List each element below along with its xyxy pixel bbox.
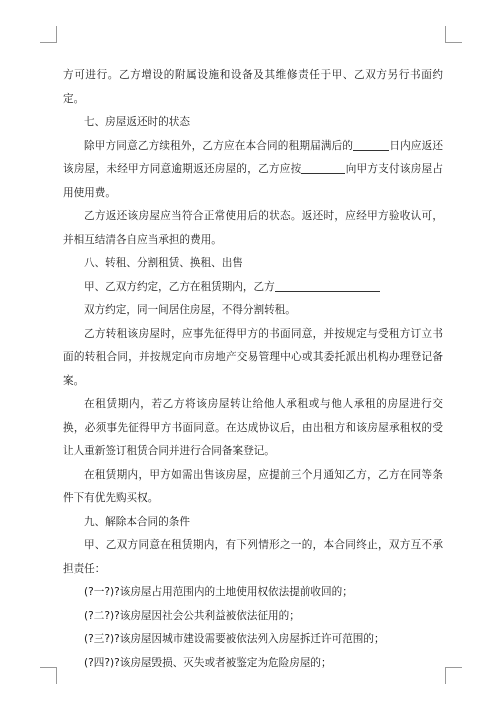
paragraph-transfer-exchange: 在租赁期内，若乙方将该房屋转让给他人承租或与他人承租的房屋进行交换，必须事先征得甲方书面同意。在达成协议后，由出租方和该房屋承租权的受让人重新签订租赁合同并进行合同备案登记。 bbox=[63, 398, 443, 457]
occupancy-fee-blank[interactable] bbox=[301, 160, 345, 174]
list-item-2: (?二?)?该房屋因社会公共利益被依法征用的； bbox=[84, 609, 300, 622]
crop-mark-bottom-right bbox=[445, 667, 462, 684]
sublet-agreement-text: 甲、乙双方约定，乙方在租赁期内，乙方 bbox=[84, 280, 275, 293]
document-body bbox=[63, 64, 443, 675]
paragraph-termination-conditions: 甲、乙双方同意在租赁期内，有下列情形之一的，本合同终止，双方互不承担责任： bbox=[63, 539, 443, 575]
paragraph-return-deadline bbox=[63, 135, 443, 206]
return-text-part-3: 向甲方支付该房屋占用使用费。 bbox=[63, 163, 444, 199]
crop-mark-top-left bbox=[40, 26, 57, 43]
list-item-3: (?三?)?该房屋因城市建设需要被依法列入房屋拆迁许可范围的； bbox=[84, 633, 385, 645]
list-item-1: (?一?)?该房屋占用范围内的土地使用权依法提前收回的； bbox=[84, 586, 353, 598]
paragraph-continuation: 方可进行。乙方增设的附属设施和设备及其维修责任于甲、乙双方另行书面约定。 bbox=[63, 69, 443, 105]
paragraph-sublet-consent: 乙方转租该房屋时，应事先征得甲方的书面同意，并按规定与受租方订立书面的转租合同，并按规定向市房地产交易管理中心或其委托派出机构办理登记备案。 bbox=[63, 327, 443, 387]
paragraph-sublet-agreement bbox=[63, 276, 443, 300]
paragraph-return-condition: 乙方返还该房屋应当符合正常使用后的状态。返还时，应经甲方验收认可，并相互结清各自应当承担的费用。 bbox=[63, 210, 443, 246]
section-heading-9: 九、解除本合同的条件 bbox=[84, 515, 190, 528]
return-text-part-2: 日内应返还该房屋，未经甲方同意逾期返还房屋的，乙方应按 bbox=[63, 139, 444, 175]
paragraph-sale-notice: 在租赁期内，甲方如需出售该房屋，应提前三个月通知乙方，乙方在同等条件下有优先购买权。 bbox=[63, 468, 443, 504]
return-days-blank[interactable] bbox=[353, 137, 389, 151]
paragraph-no-split-sublet: 双方约定，同一间居住房屋，不得分割转租。 bbox=[84, 304, 296, 316]
list-item-4: (?四?)?该房屋毁损、灭失或者被鉴定为危险房屋的； bbox=[84, 656, 332, 669]
return-text-part-1: 除甲方同意乙方续租外，乙方应在本合同的租期届满后的 bbox=[84, 139, 354, 152]
sublet-agreement-blank[interactable] bbox=[275, 278, 380, 292]
crop-mark-bottom-left bbox=[40, 667, 57, 684]
section-heading-8: 八、转租、分割租赁、换租、出售 bbox=[84, 257, 243, 269]
section-heading-7: 七、房屋返还时的状态 bbox=[84, 116, 190, 128]
crop-mark-top-right bbox=[445, 26, 462, 43]
